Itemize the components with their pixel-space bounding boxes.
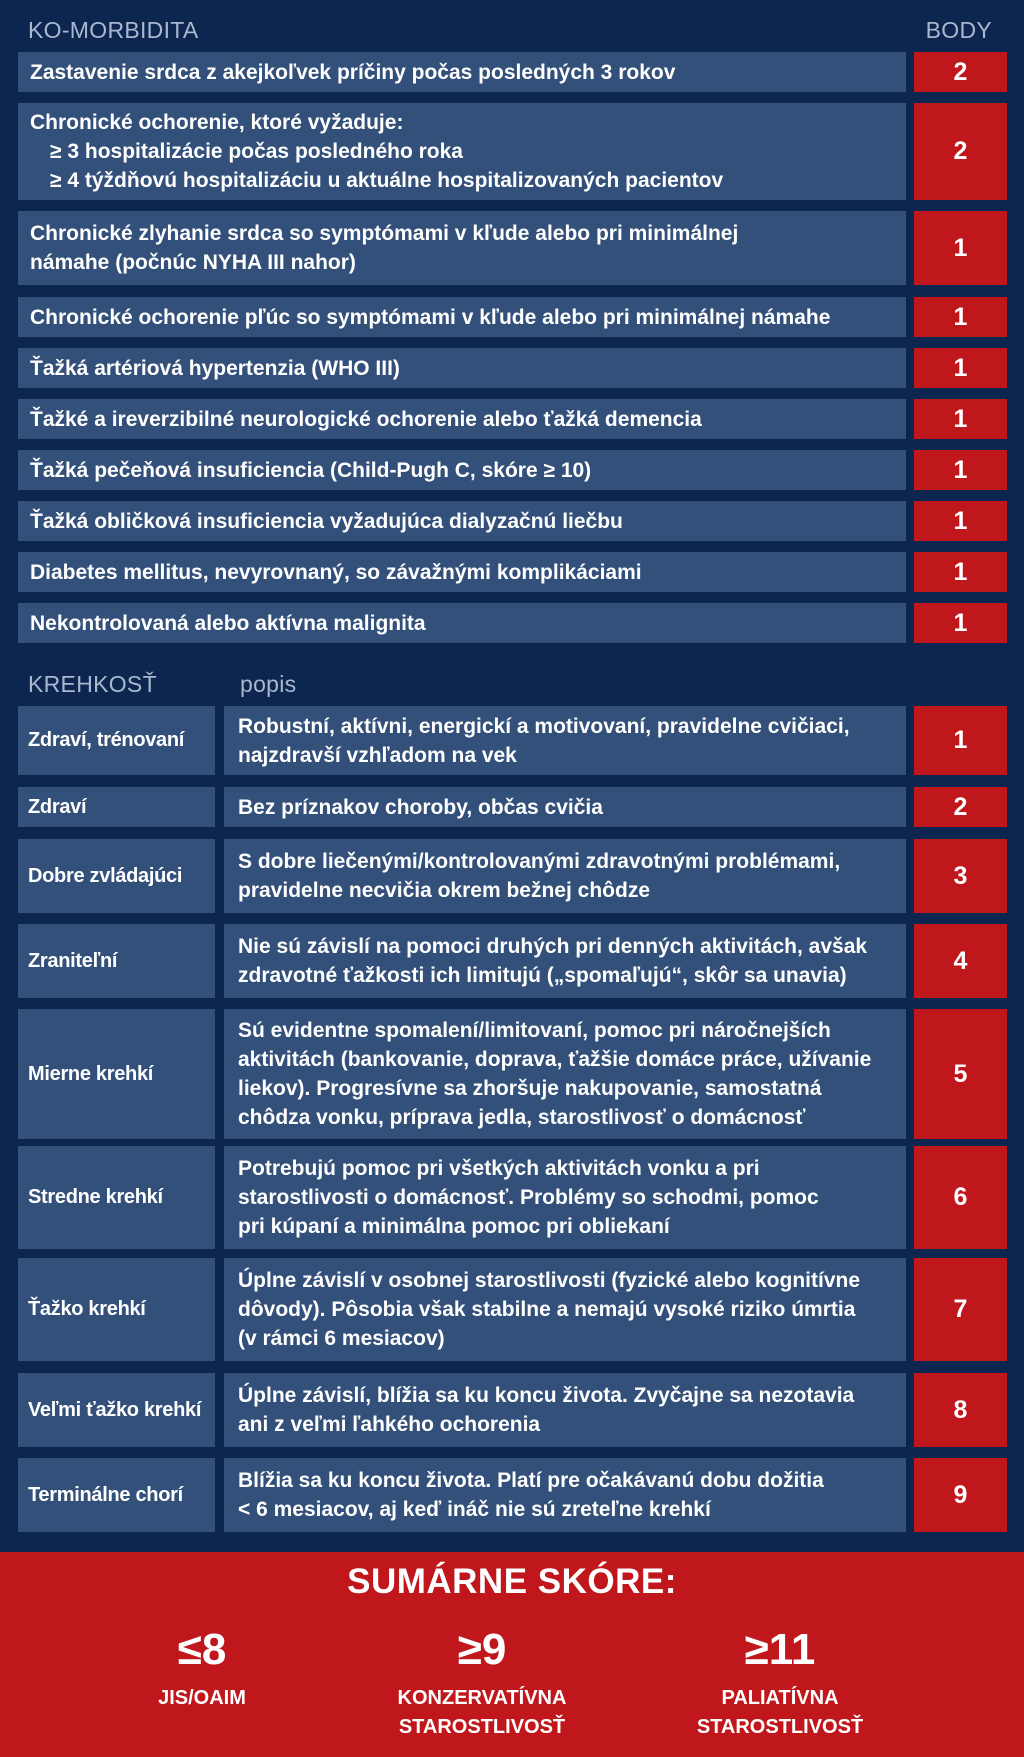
points-badge: 9 <box>914 1458 1007 1532</box>
frailty-description: Blížia sa ku koncu života. Platí pre očakávanú dobu dožitia < 6 mesiacov, aj keď ináč nie sú zreteľne krehkí <box>224 1458 906 1532</box>
comorbidity-row <box>18 399 1007 439</box>
frailty-name: Dobre zvládajúci <box>18 839 215 913</box>
frailty-row <box>18 1258 1007 1361</box>
points-badge: 2 <box>914 103 1007 200</box>
frailty-row <box>18 1373 1007 1447</box>
frailty-name: Ťažko krehkí <box>18 1258 215 1361</box>
comorbidity-row <box>18 552 1007 592</box>
summary-category-icu <box>52 1624 352 1713</box>
frailty-description: Bez príznakov choroby, občas cvičia <box>224 787 906 827</box>
frailty-row <box>18 924 1007 998</box>
points-badge: 7 <box>914 1258 1007 1361</box>
points-badge: 1 <box>914 501 1007 541</box>
comorbidity-row <box>18 501 1007 541</box>
points-badge: 1 <box>914 552 1007 592</box>
points-badge: 1 <box>914 348 1007 388</box>
points-badge: 2 <box>914 787 1007 827</box>
frailty-name: Terminálne chorí <box>18 1458 215 1532</box>
frailty-name: Zraniteľní <box>18 924 215 998</box>
frailty-row <box>18 839 1007 913</box>
summary-label: PALIATÍVNA STAROSTLIVOSŤ <box>696 1687 864 1738</box>
frailty-description: Úplne závislí, blížia sa ku koncu života. Zvyčajne sa nezotavia ani z veľmi ľahkého ochorenia <box>224 1373 906 1447</box>
points-badge: 4 <box>914 924 1007 998</box>
points-badge: 1 <box>914 297 1007 337</box>
points-badge: 1 <box>914 603 1007 643</box>
comorbidity-text: Diabetes mellitus, nevyrovnaný, so závažnými komplikáciami <box>18 552 906 592</box>
frailty-header: KREHKOSŤ <box>28 671 157 697</box>
comorbidity-text: Ťažká artériová hypertenzia (WHO III) <box>18 348 906 388</box>
frailty-row <box>18 1458 1007 1532</box>
comorbidity-row <box>18 297 1007 337</box>
frailty-description: Robustní, aktívni, energickí a motivovaní, pravidelne cvičiaci, najzdravší vzhľadom na vek <box>224 706 906 775</box>
comorbidity-text: Chronické zlyhanie srdca so symptómami v kľude alebo pri minimálnej námahe (počnúc NYHA III nahor) <box>18 211 906 285</box>
comorbidity-text: Chronické ochorenie pľúc so symptómami v kľude alebo pri minimálnej námahe <box>18 297 906 337</box>
points-badge: 1 <box>914 450 1007 490</box>
comorbidity-row <box>18 52 1007 92</box>
frailty-description: Sú evidentne spomalení/limitovaní, pomoc pri náročnejších aktivitách (bankovanie, doprava, ťažšie domáce práce, užívanie liekov). Progresívne sa zhoršuje nakupovanie, samostatná chôdza vonku, príprava jedla, starostlivosť o domácnosť <box>224 1009 906 1139</box>
frailty-name: Stredne krehkí <box>18 1146 215 1249</box>
points-badge: 1 <box>914 211 1007 285</box>
summary-title: SUMÁRNE SKÓRE: <box>347 1562 677 1601</box>
points-badge: 1 <box>914 706 1007 775</box>
frailty-description: S dobre liečenými/kontrolovanými zdravotnými problémami, pravidelne necvičia okrem bežnej chôdze <box>224 839 906 913</box>
comorbidity-row <box>18 603 1007 643</box>
comorbidity-header: KO-MORBIDITA <box>28 17 199 43</box>
summary-label: JIS/OAIM <box>158 1687 246 1709</box>
frailty-description: Potrebujú pomoc pri všetkých aktivitách vonku a pri starostlivosti o domácnosť. Problémy so schodmi, pomoc pri kúpaní a minimálna pomoc pri obliekaní <box>224 1146 906 1249</box>
summary-category-palliative <box>630 1624 930 1742</box>
points-badge: 3 <box>914 839 1007 913</box>
frailty-row <box>18 787 1007 827</box>
points-badge: 6 <box>914 1146 1007 1249</box>
comorbidity-row <box>18 450 1007 490</box>
frailty-name: Mierne krehkí <box>18 1009 215 1139</box>
points-header: BODY <box>925 17 992 43</box>
summary-threshold: ≥9 <box>457 1625 507 1674</box>
summary-label: KONZERVATÍVNA STAROSTLIVOSŤ <box>397 1687 567 1738</box>
comorbidity-text: Zastavenie srdca z akejkoľvek príčiny počas posledných 3 rokov <box>18 52 906 92</box>
points-badge: 5 <box>914 1009 1007 1139</box>
summary-threshold: ≤8 <box>177 1625 227 1674</box>
comorbidity-text: Nekontrolovaná alebo aktívna malignita <box>18 603 906 643</box>
points-badge: 2 <box>914 52 1007 92</box>
comorbidity-row <box>18 211 1007 285</box>
comorbidity-text: Chronické ochorenie, ktoré vyžaduje: ≥ 3 hospitalizácie počas posledného roka ≥ 4 týždňovú hospitalizáciu u aktuálne hospitalizovaných pacientov <box>18 103 906 200</box>
summary-category-conservative <box>332 1624 632 1742</box>
summary-panel <box>0 1552 1024 1757</box>
frailty-row <box>18 706 1007 775</box>
frailty-name: Zdraví <box>18 787 215 827</box>
description-header: popis <box>240 671 297 697</box>
summary-threshold: ≥11 <box>744 1625 816 1674</box>
points-badge: 1 <box>914 399 1007 439</box>
comorbidity-text: Ťažká pečeňová insuficiencia (Child-Pugh C, skóre ≥ 10) <box>18 450 906 490</box>
frailty-description: Nie sú závislí na pomoci druhých pri denných aktivitách, avšak zdravotné ťažkosti ich limitujú („spomaľujú“, skôr sa unavia) <box>224 924 906 998</box>
points-badge: 8 <box>914 1373 1007 1447</box>
comorbidity-text: Ťažká obličková insuficiencia vyžadujúca dialyzačnú liečbu <box>18 501 906 541</box>
frailty-row <box>18 1146 1007 1249</box>
frailty-row <box>18 1009 1007 1139</box>
frailty-description: Úplne závislí v osobnej starostlivosti (fyzické alebo kognitívne dôvody). Pôsobia však stabilne a nemajú vysoké riziko úmrtia (v rámci 6 mesiacov) <box>224 1258 906 1361</box>
comorbidity-text: Ťažké a ireverzibilné neurologické ochorenie alebo ťažká demencia <box>18 399 906 439</box>
frailty-name: Veľmi ťažko krehkí <box>18 1373 215 1447</box>
comorbidity-row <box>18 348 1007 388</box>
frailty-name: Zdraví, trénovaní <box>18 706 215 775</box>
comorbidity-row <box>18 103 1007 200</box>
